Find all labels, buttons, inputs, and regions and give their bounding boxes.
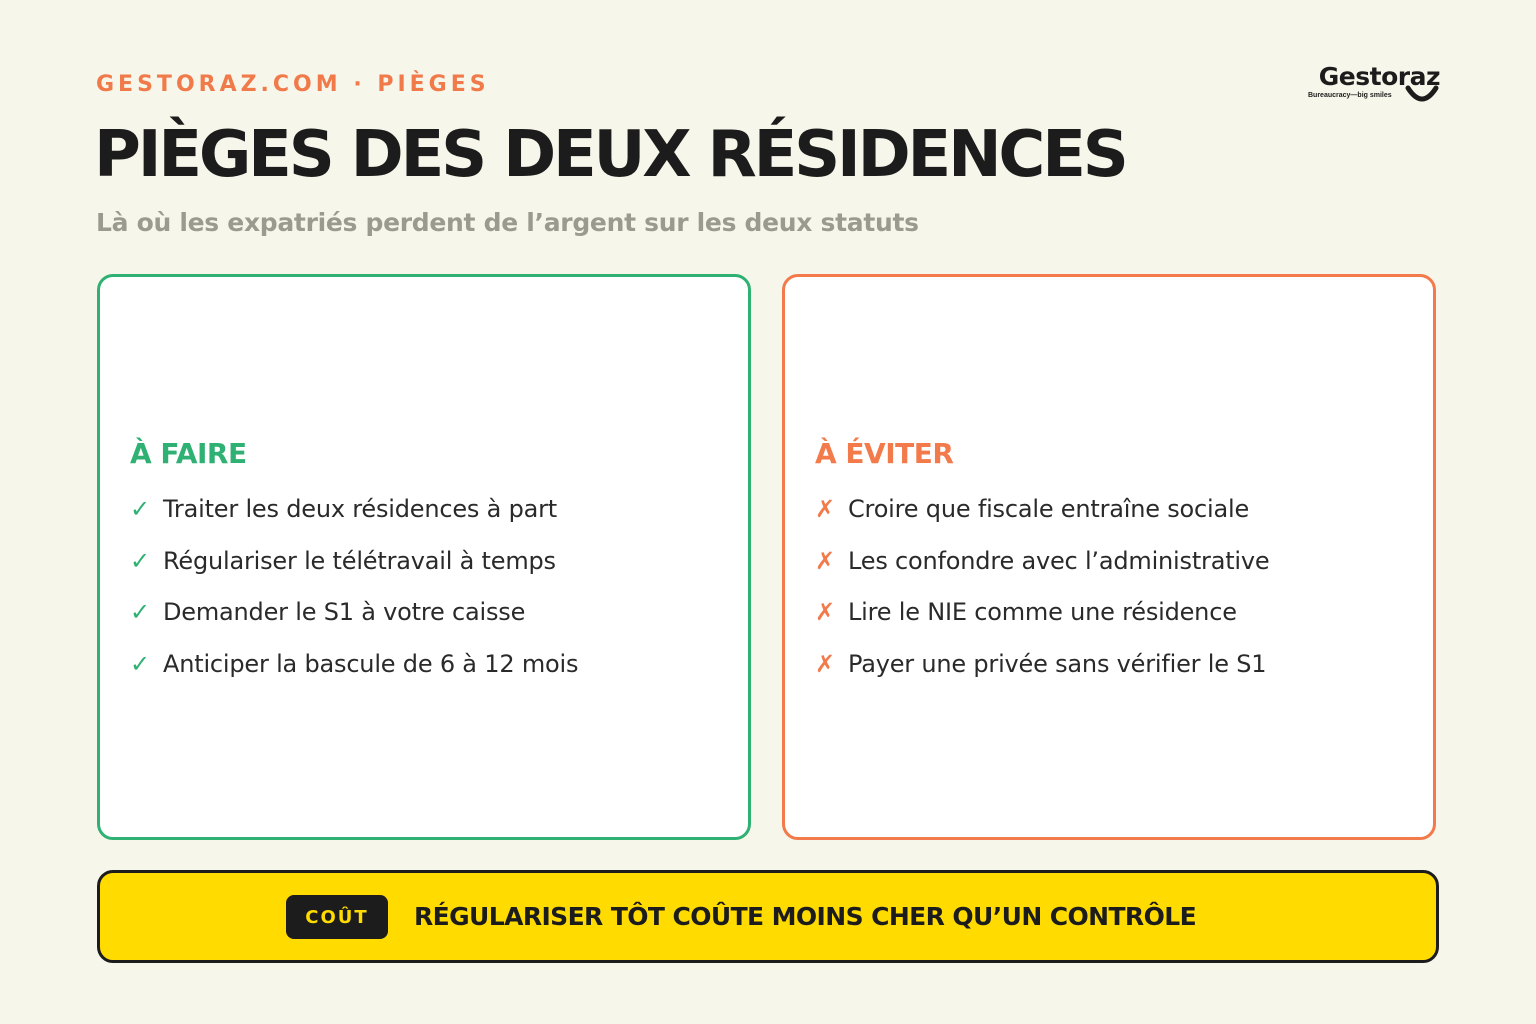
list-item [815, 598, 1269, 650]
check-icon: ✓ [130, 495, 150, 523]
cost-badge: COÛT [286, 895, 388, 939]
do-panel [97, 274, 751, 840]
banner-text: RÉGULARISER TÔT COÛTE MOINS CHER QU’UN CONTRÔLE [414, 902, 1197, 931]
list-item-label: Traiter les deux résidences à part [163, 495, 557, 523]
cross-icon: ✗ [815, 598, 835, 626]
cross-icon: ✗ [815, 546, 835, 575]
do-heading: À FAIRE [130, 437, 247, 470]
gestoraz-logo [1300, 62, 1440, 106]
list-item-label: Régulariser le télétravail à temps [163, 546, 556, 575]
cost-banner [97, 870, 1439, 963]
list-item [130, 650, 578, 702]
smile-icon [1404, 84, 1440, 106]
list-item [815, 650, 1269, 702]
logo-tagline: Bureaucracy—big smiles [1308, 92, 1392, 99]
list-item [815, 495, 1269, 547]
list-item [130, 495, 578, 547]
list-item [130, 598, 578, 650]
cross-icon: ✗ [815, 649, 835, 678]
list-item-label: Anticiper la bascule de 6 à 12 mois [163, 649, 579, 678]
avoid-list [815, 495, 1269, 701]
list-item-label: Payer une privée sans vérifier le S1 [848, 649, 1267, 678]
avoid-heading: À ÉVITER [815, 437, 954, 470]
avoid-panel [782, 274, 1436, 840]
page-subtitle: Là où les expatriés perdent de l’argent sur les deux statuts [96, 208, 919, 237]
list-item-label: Demander le S1 à votre caisse [163, 598, 526, 626]
eyebrow: GESTORAZ.COM · PIÈGES [96, 72, 490, 97]
list-item-label: Lire le NIE comme une résidence [848, 598, 1237, 626]
do-list [130, 495, 578, 701]
check-icon: ✓ [130, 546, 150, 575]
logo-wordmark: Gestoraz [1318, 62, 1440, 91]
check-icon: ✓ [130, 598, 150, 626]
page-title: PIÈGES DES DEUX RÉSIDENCES [94, 118, 1126, 192]
list-item-label: Les confondre avec l’administrative [848, 546, 1270, 575]
check-icon: ✓ [130, 649, 150, 678]
list-item [815, 547, 1269, 599]
cross-icon: ✗ [815, 495, 835, 523]
list-item [130, 547, 578, 599]
list-item-label: Croire que fiscale entraîne sociale [848, 495, 1250, 523]
